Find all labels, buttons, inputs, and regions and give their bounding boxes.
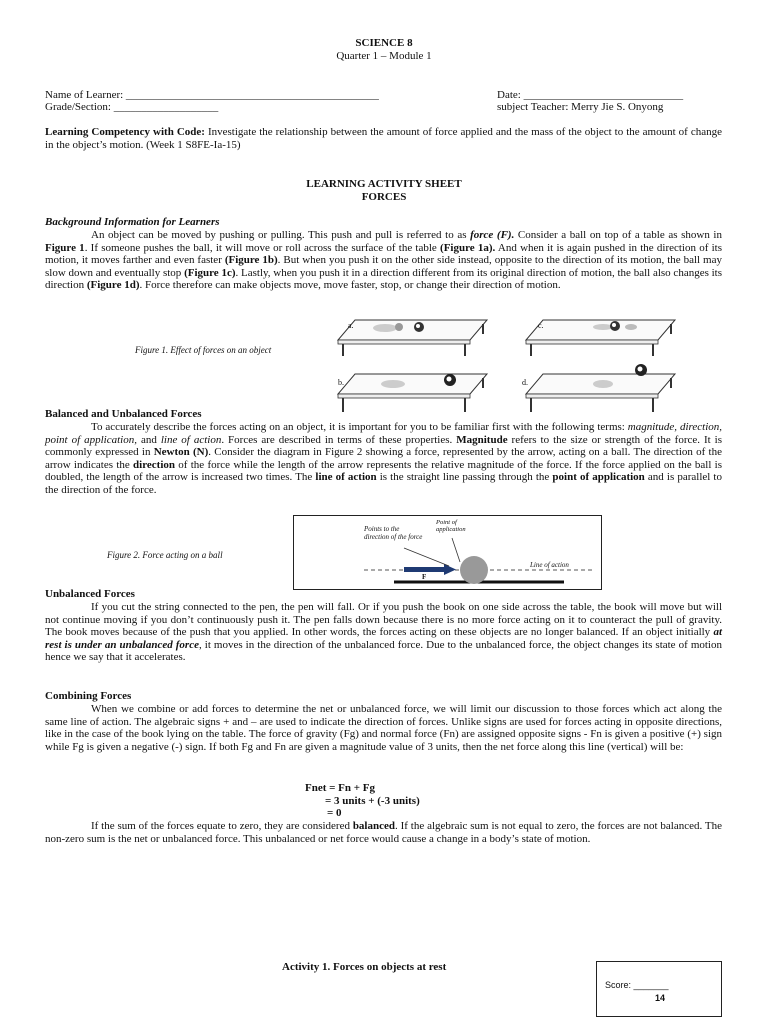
score-box [596,961,722,1017]
figure2-direction-label: Points to the direction of the force [364,525,423,541]
background-paragraph: An object can be moved by pushing or pulling. This push and pull is referred to as force (F). Consider a ball on top of a table as shown in Figure 1. If someone pushes the ball, it will move or roll across the surface of the table (Figure 1a). And when it is again pushed in the direction of its motion, it moves farther and even faster (Figure 1b). But when you push it on the other side instead, opposite to the direction of its motion, the ball may slow down and eventually stop (Figure 1c). Lastly, when you push it in a direction different from its original direction of motion, the ball also changes its direction (Figure 1d). Force therefore can make objects move, move faster, stop, or change their direction of motion. [45,229,723,292]
figure1d-table [523,362,683,414]
balanced-conclusion-paragraph: If the sum of the forces equate to zero, they are considered balanced. If the algebraic sum is not equal to zero, the forces are not balanced. The non-zero sum is the net or unbalanced force. This unbalanced or net force would cause a change in a body’s state of motion. [45,820,722,845]
figure1a-label: a. [348,321,354,330]
figure1d-label: d. [522,378,528,387]
figure2-caption: Figure 2. Force acting on a ball [107,550,223,560]
figure1-caption: Figure 1. Effect of forces on an object [135,345,272,355]
figure2-force-label: F [422,573,427,581]
figure1b-label: b. [338,378,344,387]
date-field: Date: _____________________________ [497,89,684,101]
learning-competency [45,126,722,151]
sheet-title: LEARNING ACTIVITY SHEET [306,178,462,190]
score-total: 14 [655,993,666,1003]
figure1a-table [335,314,495,358]
name-of-learner-field: Name of Learner: ______________________________________________ [45,89,379,101]
figure2-line-of-action-label: Line of action [530,561,569,569]
figure2-diagram [293,515,602,590]
combining-heading: Combining Forces [45,690,132,702]
figure1c-table [523,314,683,358]
figure1b-table [335,368,495,414]
subject-title: SCIENCE 8 [355,37,413,49]
competency-label: Learning Competency with Code: [45,126,205,138]
sheet-subtitle: FORCES [361,191,407,203]
score-label: Score: _______ [605,980,669,990]
unbalanced-heading: Unbalanced Forces [45,588,135,600]
balanced-paragraph: To accurately describe the forces acting on an object, it is important for you to be familiar first with the following terms: magnitude, direction, point of application, and line of action. Forces are described in terms of these properties. Magnitude refers to the size or strength of the force. It is commonly expressed in Newton (N). Consider the diagram in Figure 2 showing a force, represented by the arrow, acting on a ball. The direction of the arrow indicates the direction of the force while the length of the arrow represents the relative magnitude of the force. If the force applied on the ball is doubled, the length of the arrow is increased two times. The line of action is the straight line passing through the point of application and is parallel to the direction of the force. [45,421,723,496]
equation-line-2: = 3 units + (-3 units) [325,795,420,807]
figure1c-label: c. [538,321,544,330]
equation-line-1: Fnet = Fn + Fg [305,782,375,794]
background-heading: Background Information for Learners [45,216,220,228]
equation-line-3: = 0 [327,807,342,819]
activity-title: Activity 1. Forces on objects at rest [282,961,447,973]
combining-paragraph: When we combine or add forces to determine the net or unbalanced force, we will limit our discussion to those forces which act along the same line of action. The algebraic signs + and – are used to indicate the direction of forces. Unlike signs are used for forces acting in opposite directions, like in the case of the book lying on the table. The force of gravity (Fg) and normal force (Fn) are assigned opposite signs - Fn is given a positive (+) sign while Fg is given a negative (-) sign. If both Fg and Fn are given a magnitude value of 3 units, then the net force along this line (vertical) will be: [45,703,722,753]
figure2-point-application-label: Point of application [436,519,466,533]
competency-text: Investigate the relationship between the amount of force applied and the mass of the object to the amount of change in the object’s motion. (Week 1 S8FE-Ia-15) [45,126,722,151]
grade-section-field: Grade/Section: ___________________ [45,101,219,113]
balanced-heading: Balanced and Unbalanced Forces [45,408,202,420]
subject-teacher: subject Teacher: Merry Jie S. Onyong [497,101,664,113]
unbalanced-paragraph: If you cut the string connected to the pen, the pen will fall. Or if you push the book on one side across the table, the book will move but will not continue moving if you don’t continuously push it. The pen falls down because there is no more force acting on it to counteract the pull of gravity. The book moves because of the push that you applied. In other words, the forces acting on these objects are no longer balanced. If an object initially at rest is under an unbalanced force, it moves in the direction of the unbalanced force. Due to the unbalanced force, the object changes its state of motion hence we say that it accelerates. [45,601,722,664]
quarter-module: Quarter 1 – Module 1 [336,50,432,62]
